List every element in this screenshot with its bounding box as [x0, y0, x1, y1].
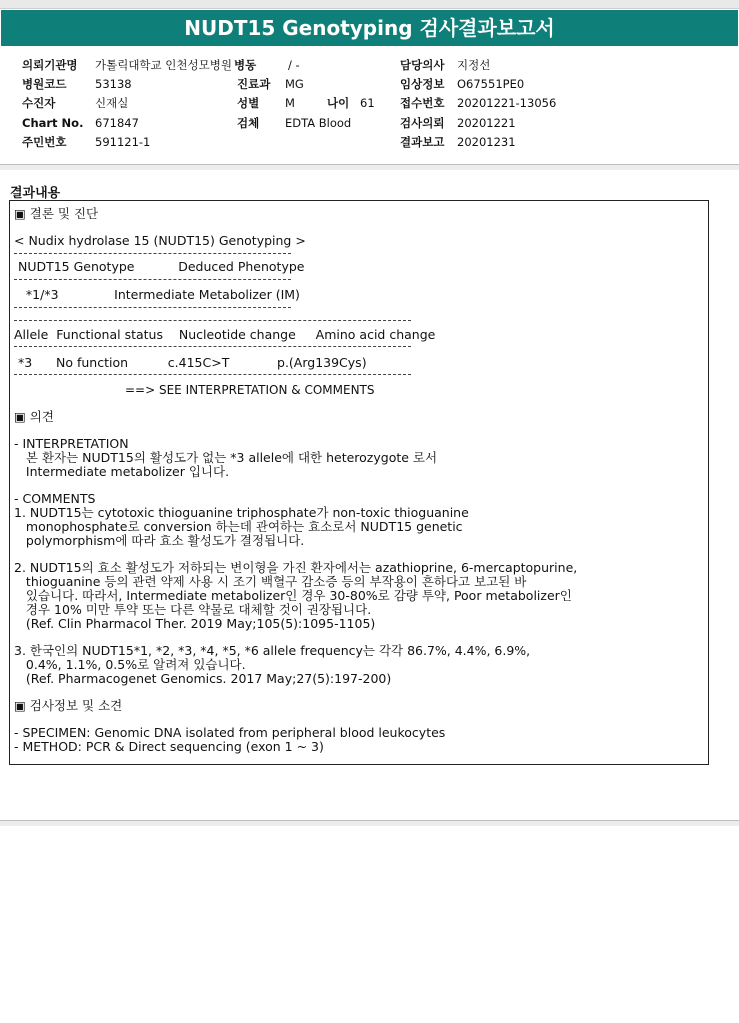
- section-divider: [0, 164, 739, 170]
- divider: [14, 279, 291, 280]
- comment-line: 경우 10% 미만 투약 또는 다른 약물로 대체할 것이 권장됩니다.: [14, 602, 372, 617]
- sex-label: 성별: [237, 96, 260, 110]
- department-label: 진료과: [237, 77, 271, 91]
- method-heading: ▣ 검사정보 및 소견: [14, 698, 123, 713]
- comment-line: 0.4%, 1.1%, 0.5%로 알려져 있습니다.: [14, 657, 246, 672]
- chart-no-label: Chart No.: [22, 116, 84, 130]
- test-name: < Nudix hydrolase 15 (NUDT15) Genotyping >: [14, 233, 306, 248]
- interpretation-title: - INTERPRETATION: [14, 436, 129, 451]
- divider: [14, 346, 411, 347]
- comment-line: (Ref. Clin Pharmacol Ther. 2019 May;105(5):1095-1105): [14, 616, 376, 631]
- results-box: [9, 200, 709, 765]
- interpretation-line: Intermediate metabolizer 입니다.: [14, 464, 230, 479]
- comment-line: (Ref. Pharmacogenet Genomics. 2017 May;27(5):197-200): [14, 671, 392, 686]
- allele-row: *3 No function c.415C>T p.(Arg139Cys): [14, 355, 367, 370]
- ward-value: / -: [288, 58, 300, 72]
- hospital-code-value: 53138: [95, 77, 132, 91]
- opinion-heading: ▣ 의견: [14, 409, 54, 424]
- top-border: [0, 0, 739, 9]
- genotype-header: NUDT15 Genotype Deduced Phenotype: [14, 259, 305, 274]
- genotype-row: *1/*3 Intermediate Metabolizer (IM): [14, 287, 300, 302]
- institution-label: 의뢰기관명: [22, 58, 78, 72]
- specimen-label: 검체: [237, 116, 260, 130]
- patient-info-panel: [0, 52, 739, 160]
- receipt-no-value: 20201221-13056: [457, 96, 557, 110]
- resident-no-label: 주민번호: [22, 135, 67, 149]
- request-date-label: 검사의뢰: [400, 116, 445, 130]
- report-date-label: 결과보고: [400, 135, 445, 149]
- comment-line: monophosphate로 conversion 하는데 관여하는 효소로서 NUDT15 genetic: [14, 519, 463, 534]
- patient-value: 신재실: [95, 96, 129, 110]
- institution-value: 가톨릭대학교 인천성모병원: [95, 58, 232, 72]
- comment-line: 3. 한국인의 NUDT15*1, *2, *3, *4, *5, *6 allele frequency는 각각 86.7%, 4.4%, 6.9%,: [14, 643, 531, 658]
- comment-line: 있습니다. 따라서, Intermediate metabolizer인 경우 30-80%로 감량 투약, Poor metabolizer인: [14, 588, 572, 603]
- specimen-line: - SPECIMEN: Genomic DNA isolated from peripheral blood leukocytes: [14, 725, 446, 740]
- conclusion-heading: ▣ 결론 및 진단: [14, 206, 99, 221]
- divider: [14, 307, 291, 308]
- comment-line: thioguanine 등의 관련 약제 사용 시 조기 백혈구 감소증 등의 부작용이 흔하다고 보고된 바: [14, 574, 527, 589]
- divider: [14, 253, 291, 254]
- doctor-value: 지정선: [457, 58, 491, 72]
- chart-no-value: 671847: [95, 116, 139, 130]
- interpretation-line: 본 환자는 NUDT15의 활성도가 없는 *3 allele에 대한 heterozygote 로서: [14, 450, 438, 465]
- doctor-label: 담당의사: [400, 58, 445, 72]
- clinical-info-label: 임상정보: [400, 77, 445, 91]
- report-title: NUDT15 Genotyping 검사결과보고서: [1, 10, 738, 46]
- allele-header: Allele Functional status Nucleotide change Amino acid change: [14, 327, 436, 342]
- clinical-info-value: O67551PE0: [457, 77, 525, 91]
- method-line: - METHOD: PCR & Direct sequencing (exon 1 ~ 3): [14, 739, 324, 754]
- comments-title: - COMMENTS: [14, 491, 96, 506]
- report-date-value: 20201231: [457, 135, 516, 149]
- receipt-no-label: 접수번호: [400, 96, 445, 110]
- comment-line: polymorphism에 따라 효소 활성도가 결정됩니다.: [14, 533, 305, 548]
- divider: [14, 374, 411, 375]
- hospital-code-label: 병원코드: [22, 77, 67, 91]
- comment-line: 2. NUDT15의 효소 활성도가 저하되는 변이형을 가진 환자에서는 azathioprine, 6-mercaptopurine,: [14, 560, 578, 575]
- results-section-title: 결과내용: [10, 186, 61, 201]
- see-comments-note: ==> SEE INTERPRETATION & COMMENTS: [125, 383, 375, 397]
- patient-label: 수진자: [22, 96, 56, 110]
- ward-label: 병동: [234, 58, 257, 72]
- age-value: 61: [360, 96, 375, 110]
- department-value: MG: [285, 77, 304, 91]
- bottom-divider: [0, 820, 739, 826]
- comment-line: 1. NUDT15는 cytotoxic thioguanine triphosphate가 non-toxic thioguanine: [14, 505, 469, 520]
- resident-no-value: 591121-1: [95, 135, 151, 149]
- age-label: 나이: [327, 96, 350, 110]
- specimen-value: EDTA Blood: [285, 116, 352, 130]
- sex-value: M: [285, 96, 295, 110]
- divider: [14, 320, 411, 321]
- request-date-value: 20201221: [457, 116, 516, 130]
